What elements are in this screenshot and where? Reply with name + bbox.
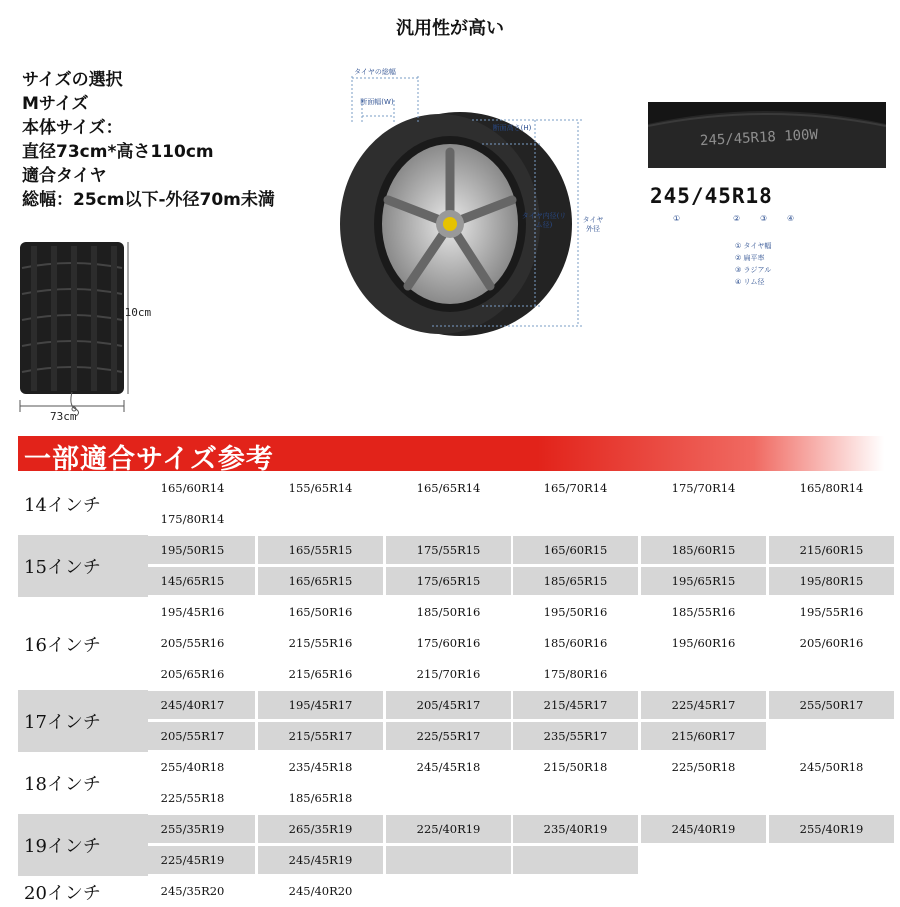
size-cell: 205/45R17	[386, 691, 511, 719]
size-cell: 155/65R14	[288, 481, 353, 495]
bag-height-label: 110cm	[118, 306, 152, 319]
size-cell: 215/55R16	[288, 636, 353, 650]
marker-3: ③	[760, 214, 768, 223]
size-cell: 195/45R17	[258, 691, 383, 719]
size-group-label: 15インチ	[18, 535, 148, 597]
size-cell: 215/50R18	[543, 760, 608, 774]
size-cell: 185/55R16	[671, 605, 736, 619]
size-group-label: 16インチ	[24, 634, 101, 656]
size-cell: 265/35R19	[258, 815, 383, 843]
spec-line: サイズの選択	[22, 70, 123, 90]
size-cell: 235/40R19	[513, 815, 638, 843]
label-section-height: 断面高さ(H)	[492, 124, 532, 132]
size-cell: 185/65R18	[288, 791, 353, 805]
size-cell: 245/40R19	[641, 815, 766, 843]
size-cell: 235/45R18	[288, 760, 353, 774]
size-cell: 225/55R17	[386, 722, 511, 750]
size-cell: 215/45R17	[513, 691, 638, 719]
size-cell: 225/55R18	[160, 791, 225, 805]
size-cell: 215/55R17	[258, 722, 383, 750]
size-cell: 185/60R15	[641, 536, 766, 564]
size-cell: 255/40R18	[160, 760, 225, 774]
size-cell: 245/40R20	[288, 884, 353, 898]
size-cell: 205/55R16	[160, 636, 225, 650]
size-cell: 165/60R15	[513, 536, 638, 564]
size-cell: 225/50R18	[671, 760, 736, 774]
marker-2: ②	[733, 214, 741, 223]
size-cell: 165/55R15	[258, 536, 383, 564]
size-cell: 225/45R17	[641, 691, 766, 719]
size-cell	[513, 846, 638, 874]
spec-text	[22, 68, 275, 212]
size-cell: 215/65R16	[288, 667, 353, 681]
size-cell: 175/55R15	[386, 536, 511, 564]
spec-line: Mサイズ	[22, 94, 89, 114]
spec-line: 総幅：25cm以下-外径70m未満	[22, 190, 275, 210]
size-cell: 185/65R15	[513, 567, 638, 595]
size-cell: 185/50R16	[416, 605, 481, 619]
size-cell	[386, 846, 511, 874]
size-cell: 165/65R14	[416, 481, 481, 495]
size-cell: 175/60R16	[416, 636, 481, 650]
size-cell: 195/65R15	[641, 567, 766, 595]
spec-line: 本体サイズ：	[22, 118, 123, 138]
size-cell: 245/45R18	[416, 760, 481, 774]
size-cell: 205/60R16	[799, 636, 864, 650]
compatible-sizes-banner	[18, 436, 884, 475]
spec-line: 適合タイヤ	[22, 166, 107, 186]
size-cell: 205/65R16	[160, 667, 225, 681]
size-cell: 195/60R16	[671, 636, 736, 650]
label-outer-diameter: タイヤ外径	[582, 216, 604, 233]
legend-item: ② 扁平率	[735, 254, 765, 262]
size-group-label: 17インチ	[18, 690, 148, 752]
size-cell: 195/50R16	[543, 605, 608, 619]
size-cell: 215/60R17	[641, 722, 766, 750]
label-inner-diameter: タイヤ内径(リム径)	[521, 212, 567, 229]
size-group-label: 20インチ	[24, 882, 101, 904]
size-cell: 165/65R15	[258, 567, 383, 595]
size-cell: 175/80R16	[543, 667, 608, 681]
size-cell: 195/80R15	[769, 567, 894, 595]
spec-line: 直径73cm*高さ110cm	[22, 142, 214, 162]
marker-1: ①	[673, 214, 681, 223]
size-group-label: 18インチ	[24, 774, 101, 795]
size-cell: 165/70R14	[543, 481, 608, 495]
size-cell: 245/50R18	[799, 760, 864, 774]
size-cell: 235/55R17	[513, 722, 638, 750]
marker-4: ④	[787, 214, 795, 223]
size-cell: 255/35R19	[130, 815, 255, 843]
size-cell: 255/50R17	[769, 691, 894, 719]
size-cell: 175/80R14	[160, 512, 225, 526]
size-cell: 215/70R16	[416, 667, 481, 681]
size-cell: 165/80R14	[799, 481, 864, 495]
size-cell: 165/50R16	[288, 605, 353, 619]
banner-heading: 一部適合サイズ参考	[24, 444, 274, 475]
size-cell: 205/55R17	[130, 722, 255, 750]
size-cell: 195/45R16	[160, 605, 225, 619]
legend-item: ③ ラジアル	[735, 266, 772, 274]
size-code-legend	[735, 240, 771, 288]
label-section-width: 断面幅(W)	[360, 98, 394, 106]
bag-width-label: 73cm	[50, 410, 77, 423]
size-cell: 195/50R15	[130, 536, 255, 564]
size-group-label: 19インチ	[18, 814, 148, 876]
size-cell: 185/60R16	[543, 636, 608, 650]
size-cell: 175/65R15	[386, 567, 511, 595]
size-cell: 255/40R19	[769, 815, 894, 843]
size-cell: 245/35R20	[160, 884, 225, 898]
label-total-width: タイヤの総幅	[354, 68, 396, 76]
size-cell: 245/45R19	[258, 846, 383, 874]
size-cell: 215/60R15	[769, 536, 894, 564]
size-cell: 225/45R19	[130, 846, 255, 874]
size-group-label: 14インチ	[24, 495, 101, 516]
size-cell: 165/60R14	[160, 481, 225, 495]
size-cell: 225/40R19	[386, 815, 511, 843]
tire-size-code: 245/45R18	[650, 184, 773, 208]
page-title: 汎用性が高い	[396, 18, 504, 39]
size-cell: 245/40R17	[130, 691, 255, 719]
size-cell: 195/55R16	[799, 605, 864, 619]
size-cell: 175/70R14	[671, 481, 736, 495]
legend-item: ① タイヤ幅	[735, 242, 772, 250]
tire-cover-bag-image	[14, 236, 164, 426]
sidewall-text: 245/45R18 100W	[699, 126, 819, 150]
size-cell: 145/65R15	[130, 567, 255, 595]
legend-item: ④ リム径	[735, 278, 765, 286]
